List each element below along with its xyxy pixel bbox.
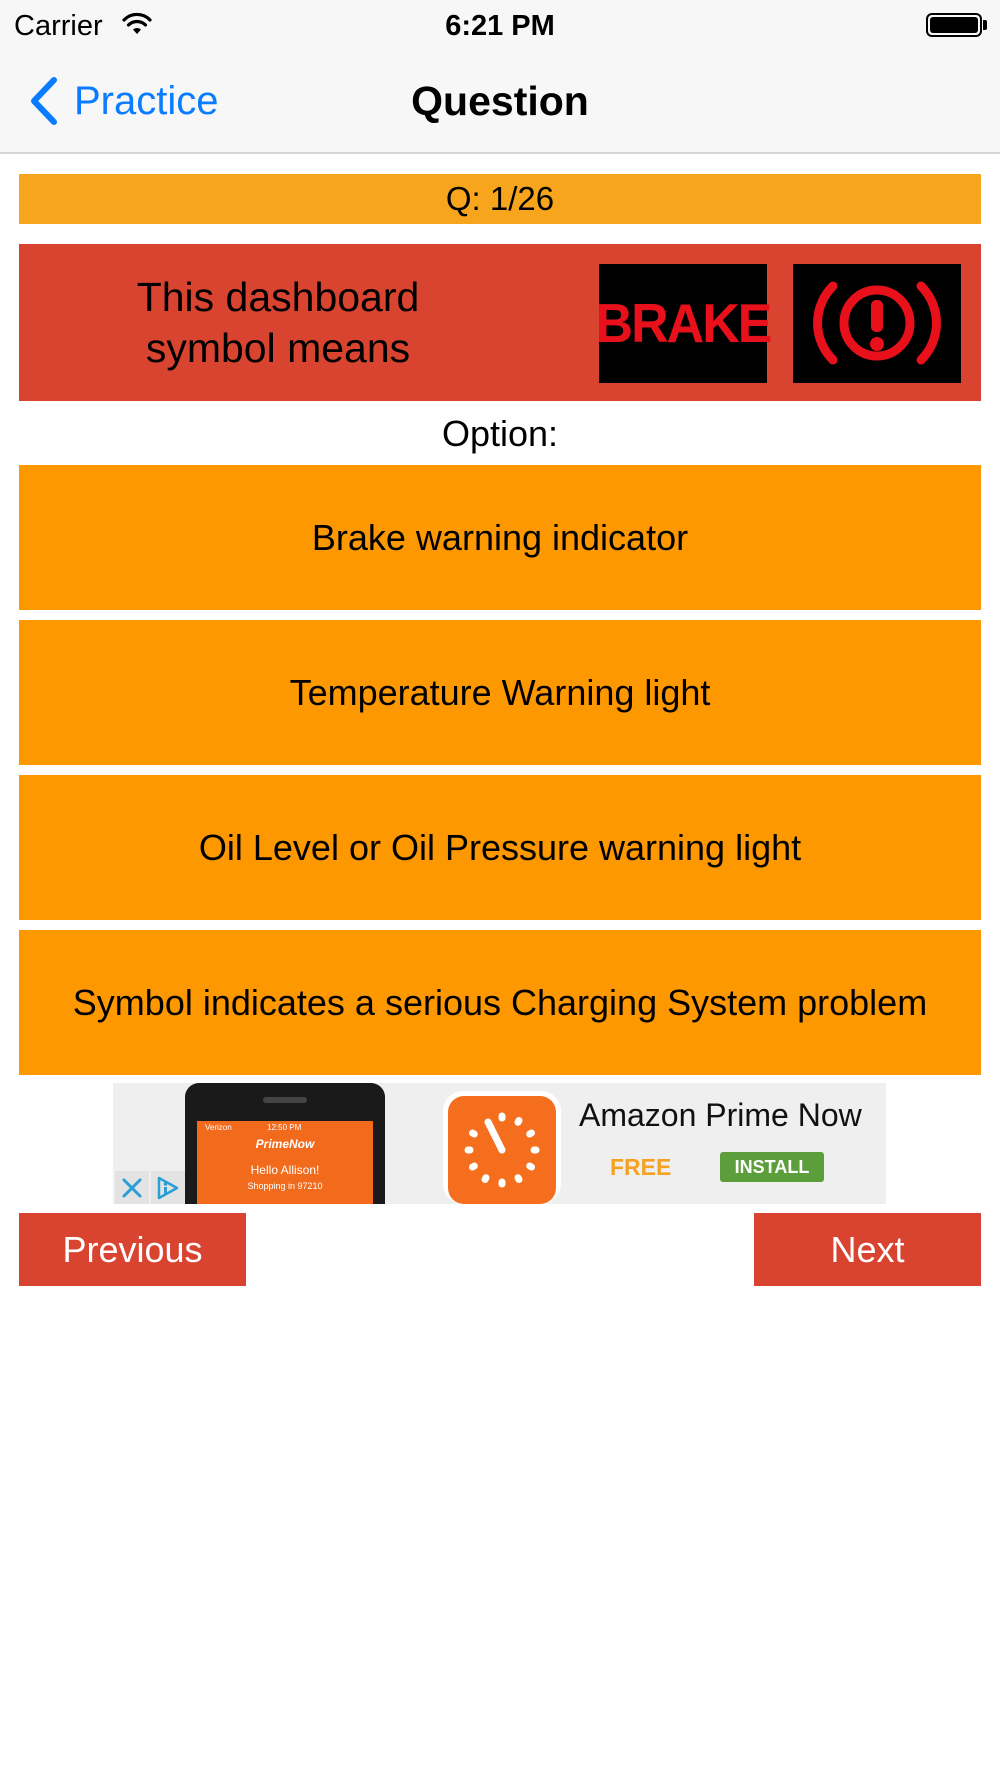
- ad-phone-greeting: Hello Allison!: [250, 1163, 320, 1177]
- question-counter: Q: 1/26: [19, 174, 981, 224]
- brake-text-symbol-image: [595, 264, 771, 383]
- option-button-3[interactable]: Oil Level or Oil Pressure warning light: [19, 775, 981, 920]
- brake-warning-symbol-image: [793, 264, 961, 383]
- option-button-1[interactable]: Brake warning indicator: [19, 465, 981, 610]
- ad-title: Amazon Prime Now: [579, 1097, 862, 1133]
- clock-icon: [448, 1096, 556, 1204]
- battery-tip: [983, 20, 987, 30]
- brake-symbol-text: BRAKE: [595, 293, 771, 354]
- battery-icon: [926, 13, 982, 37]
- next-button[interactable]: Next: [754, 1213, 981, 1286]
- options-heading: Option:: [441, 413, 559, 454]
- brake-warning-icon: [793, 264, 961, 383]
- question-text: This dashboard symbol means: [136, 274, 420, 371]
- option-button-4[interactable]: Symbol indicates a serious Charging System problem: [19, 930, 981, 1075]
- ad-phone-screen: Verizon 12:50 PM PrimeNow Hello Allison! Shopping in 97210: [197, 1121, 373, 1204]
- ad-phone-brand: PrimeNow: [255, 1137, 315, 1151]
- status-time: 6:21 PM: [445, 10, 555, 42]
- option-button-2[interactable]: Temperature Warning light: [19, 620, 981, 765]
- ad-banner[interactable]: [113, 1083, 886, 1204]
- back-button-label: Practice: [74, 78, 219, 123]
- close-icon: [121, 1177, 143, 1199]
- ad-install-button[interactable]: INSTALL: [720, 1152, 824, 1182]
- ad-phone-image: [185, 1083, 385, 1204]
- page-title: Question: [411, 78, 589, 124]
- previous-button[interactable]: Previous: [19, 1213, 246, 1286]
- carrier-label: Carrier: [14, 10, 103, 42]
- ad-phone-location: Shopping in 97210: [247, 1181, 323, 1191]
- ad-choices-button[interactable]: [151, 1171, 185, 1204]
- ad-app-icon[interactable]: [443, 1091, 561, 1204]
- ad-close-button[interactable]: [115, 1171, 149, 1204]
- question-card: [19, 244, 981, 401]
- ad-choices-icon: [155, 1175, 181, 1201]
- ad-price: FREE: [610, 1154, 672, 1180]
